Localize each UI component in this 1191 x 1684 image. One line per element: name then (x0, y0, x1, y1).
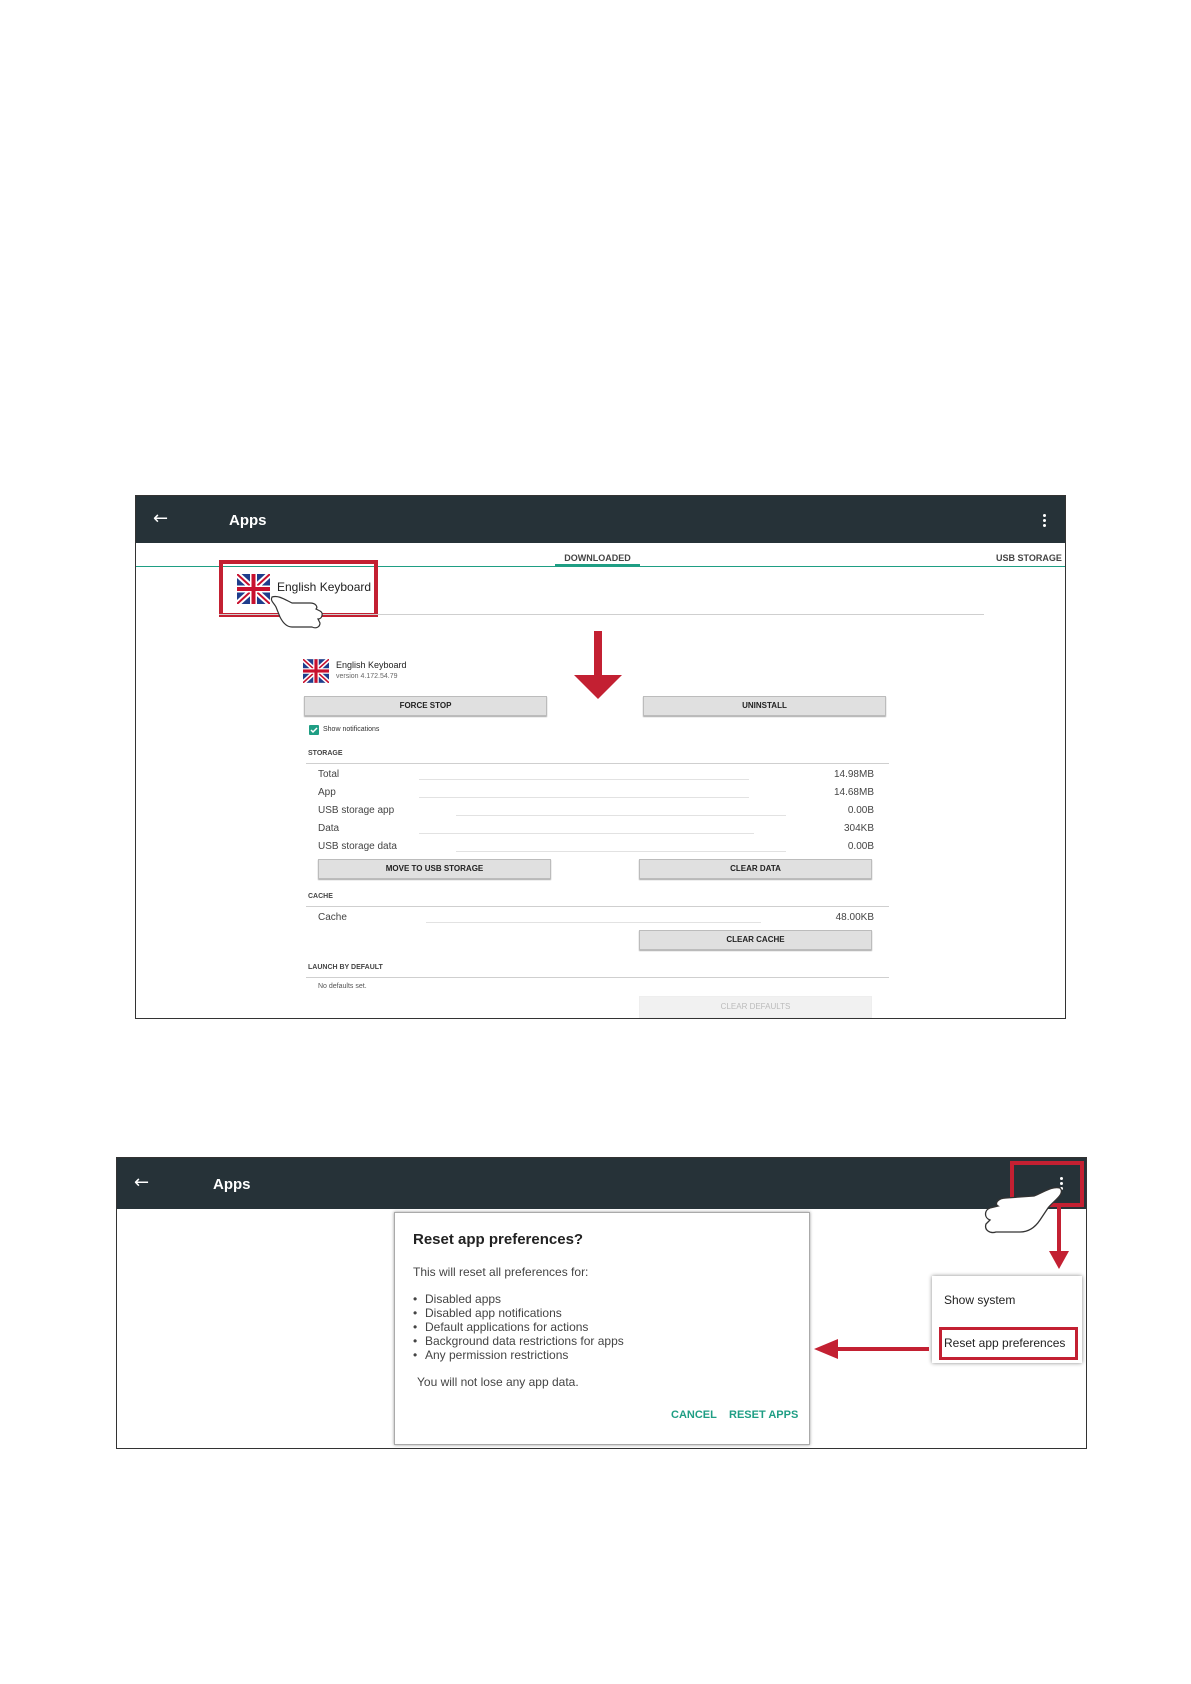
check-icon (309, 725, 319, 735)
storage-row-value: 304KB (843, 823, 874, 834)
cache-value: 48.00KB (835, 912, 874, 923)
launch-header: LAUNCH BY DEFAULT (308, 964, 383, 971)
storage-row-label: App (318, 787, 336, 798)
clear-defaults-button: CLEAR DEFAULTS (639, 996, 872, 1018)
show-notifications-label: Show notifications (323, 726, 380, 733)
overflow-menu (932, 1276, 1082, 1363)
row-leader (419, 779, 749, 780)
storage-row-value: 0.00B (847, 841, 874, 852)
notifications-checkbox[interactable] (309, 725, 319, 735)
clear-data-button[interactable]: CLEAR DATA (639, 859, 872, 879)
bullet-dot: • (413, 1320, 418, 1334)
storage-row-label: Data (318, 823, 340, 834)
list-item-label: English Keyboard (277, 580, 372, 594)
row-leader (419, 797, 749, 798)
page-title: Apps (229, 512, 267, 529)
cancel-button[interactable]: CANCEL (671, 1409, 717, 1421)
storage-row-value: 14.98MB (833, 769, 874, 780)
launch-divider (306, 977, 889, 978)
row-leader (456, 851, 786, 852)
row-leader (456, 815, 786, 816)
dialog-title: Reset app preferences? (413, 1231, 584, 1248)
app-version: version 4.172.54.79 (336, 673, 398, 680)
screenshot-reset-preferences (116, 1157, 1087, 1449)
cache-header: CACHE (308, 893, 333, 900)
dialog-bullet: Any permission restrictions (425, 1348, 569, 1362)
tab-label: DOWNLOADED (564, 553, 631, 563)
reset-preferences-dialog (394, 1212, 810, 1445)
dialog-bullet: Disabled apps (425, 1292, 502, 1306)
arrow-left-icon[interactable]: ← (134, 1172, 150, 1193)
app-name: English Keyboard (336, 660, 407, 670)
arrow-down-icon (1047, 1207, 1071, 1273)
uninstall-button[interactable]: UNINSTALL (643, 696, 886, 716)
cache-label: Cache (318, 912, 347, 923)
menu-item-reset-app-preferences[interactable]: Reset app preferences (944, 1336, 1066, 1350)
app-toolbar (117, 1158, 1086, 1209)
storage-header: STORAGE (308, 750, 343, 757)
tab-label: USB STORAGE (996, 553, 1062, 563)
arrow-left-icon[interactable]: ← (153, 508, 169, 529)
storage-divider (306, 763, 889, 764)
screenshot-app-info (135, 495, 1066, 1019)
move-to-usb-button[interactable]: MOVE TO USB STORAGE (318, 859, 551, 879)
bullet-dot: • (413, 1334, 418, 1348)
clear-cache-button[interactable]: CLEAR CACHE (639, 930, 872, 950)
force-stop-button[interactable]: FORCE STOP (304, 696, 547, 716)
dialog-bullet: Background data restrictions for apps (425, 1334, 624, 1348)
hand-pointer-icon (270, 593, 330, 633)
storage-row-value: 0.00B (847, 805, 874, 816)
dialog-bullet: Disabled app notifications (425, 1306, 562, 1320)
bullet-dot: • (413, 1348, 418, 1362)
row-leader (426, 922, 761, 923)
uk-flag-icon (303, 659, 329, 683)
bullet-dot: • (413, 1292, 418, 1306)
no-defaults-text: No defaults set. (318, 983, 367, 990)
cache-divider (306, 906, 889, 907)
bullet-dot: • (413, 1306, 418, 1320)
row-leader (419, 833, 754, 834)
arrow-left-icon (814, 1336, 929, 1362)
dialog-intro: This will reset all preferences for: (413, 1265, 589, 1279)
menu-item-show-system[interactable]: Show system (944, 1293, 1016, 1307)
tab-usb-storage[interactable] (996, 548, 1066, 566)
arrow-down-icon (572, 631, 624, 701)
storage-row-value: 14.68MB (833, 787, 874, 798)
dialog-note: You will not lose any app data. (417, 1375, 579, 1389)
dialog-bullet: Default applications for actions (425, 1320, 589, 1334)
app-toolbar (136, 496, 1065, 543)
reset-apps-button[interactable]: RESET APPS (729, 1409, 799, 1421)
storage-row-label: USB storage app (318, 805, 395, 816)
storage-row-label: Total (318, 769, 340, 780)
storage-row-label: USB storage data (318, 841, 397, 852)
list-divider (219, 614, 984, 615)
more-vert-icon[interactable] (1043, 514, 1046, 529)
page-title: Apps (213, 1176, 251, 1193)
uk-flag-icon (237, 574, 270, 604)
